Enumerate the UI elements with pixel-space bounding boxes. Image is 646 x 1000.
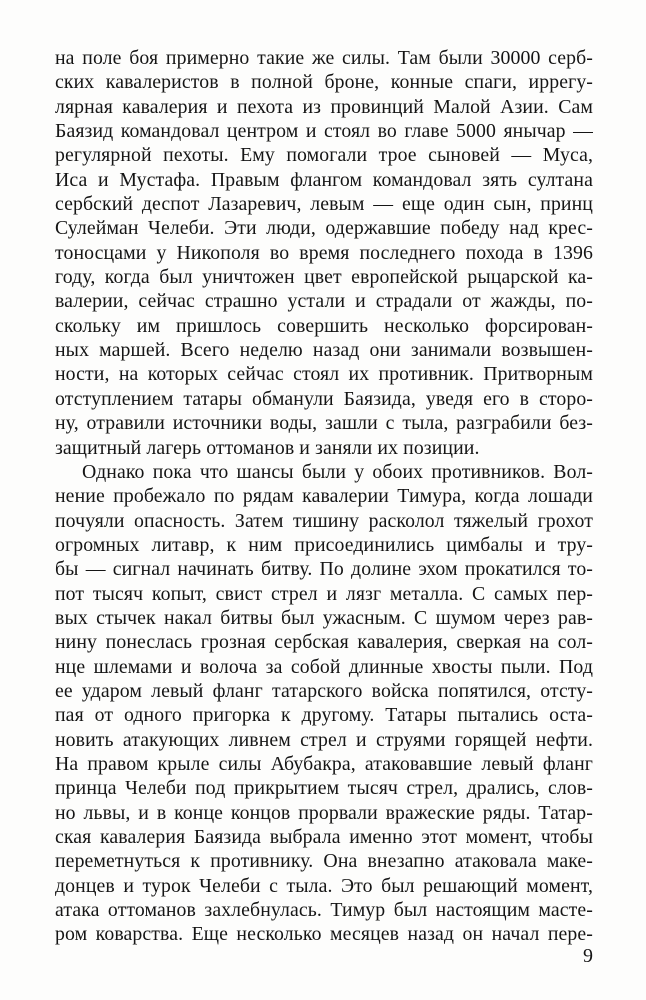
text-line: скольку им пришлось совершить несколько форсирован-	[55, 314, 593, 337]
text-line: валерии, сейчас страшно устали и страдали от жажды, по-	[55, 290, 593, 313]
text-line: Сулейман Челеби. Эти люди, одержавшие победу над крес-	[55, 217, 593, 240]
text-line: ром коварства. Еще несколько месяцев назад он начал пере-	[55, 923, 593, 946]
text-line: ности, на которых сейчас стоял их противник. Притворным	[55, 363, 593, 386]
text-line: пая от одного пригорка к другому. Татары пытались оста-	[55, 704, 593, 727]
text-line: отступлением татары обманули Баязида, уведя его в сторо-	[55, 387, 593, 410]
text-line: лярная кавалерия и пехота из провинций Малой Азии. Сам	[55, 95, 593, 118]
text-line: нение пробежало по рядам кавалерии Тимура, когда лошади	[55, 485, 593, 508]
text-line: бы — сигнал начинать битву. По долине эхом прокатился то-	[55, 558, 593, 581]
text-line: переметнуться к противнику. Она внезапно атаковала маке-	[55, 850, 593, 873]
text-block	[55, 46, 593, 947]
text-line: нце шлемами и волоча за собой длинные хвосты пыли. Под	[55, 655, 593, 678]
text-line: пот тысяч копыт, свист стрел и лязг металла. С самых пер-	[55, 582, 593, 605]
text-line: ну, отравили источники воды, зашли с тыла, разграбили без-	[55, 412, 593, 435]
text-line: тоносцами у Никополя во время последнего похода в 1396	[55, 241, 593, 264]
text-line: На правом крыле силы Абубакра, атаковавшие левый фланг	[55, 752, 593, 775]
text-line: огромных литавр, к ним присоединились цимбалы и тру-	[55, 533, 593, 556]
text-line: вых стычек накал битвы был ужасным. С шумом через рав-	[55, 606, 593, 629]
text-line: ее ударом левый фланг татарского войска попятился, отсту-	[55, 679, 593, 702]
text-line: принца Челеби под прикрытием тысяч стрел, дрались, слов-	[55, 777, 593, 800]
text-line: ская кавалерия Баязида выбрала именно этот момент, чтобы	[55, 826, 593, 848]
text-line: на поле боя примерно такие же силы. Там были 30000 серб-	[55, 47, 593, 69]
text-line: Однако пока что шансы были у обоих противников. Вол-	[82, 460, 593, 483]
text-line: но львы, и в конце концов прорвали вражеские ряды. Татар-	[55, 801, 593, 824]
page-number: 9	[583, 945, 593, 967]
text-line: ских кавалеристов в полной броне, конные спаги, иррегу-	[55, 71, 593, 94]
text-line: защитный лагерь оттоманов и заняли их позиции.	[55, 436, 480, 459]
text-line: Иса и Мустафа. Правым флангом командовал зять султана	[55, 168, 593, 191]
text-line: нину понеслась грозная сербская кавалерия, сверкая на сол-	[55, 631, 593, 654]
text-line: донцев и турок Челеби с тыла. Это был решающий момент,	[55, 874, 593, 897]
text-line: Баязид командовал центром и стоял во главе 5000 янычар —	[55, 120, 593, 143]
text-line: новить атакующих ливнем стрел и струями горящей нефти.	[55, 728, 593, 751]
text-line: почуяли опасность. Затем тишину расколол тяжелый грохот	[55, 509, 593, 532]
text-line: сербский деспот Лазаревич, левым — еще один сын, принц	[55, 193, 593, 216]
text-line: атака оттоманов захлебнулась. Тимур был настоящим масте-	[55, 899, 593, 922]
text-line: регулярной пехоты. Ему помогали трое сыновей — Муса,	[55, 144, 593, 167]
text-line: году, когда был уничтожен цвет европейской рыцарской ка-	[55, 266, 593, 289]
text-line: ных маршей. Всего неделю назад они занимали возвышен-	[55, 339, 593, 362]
